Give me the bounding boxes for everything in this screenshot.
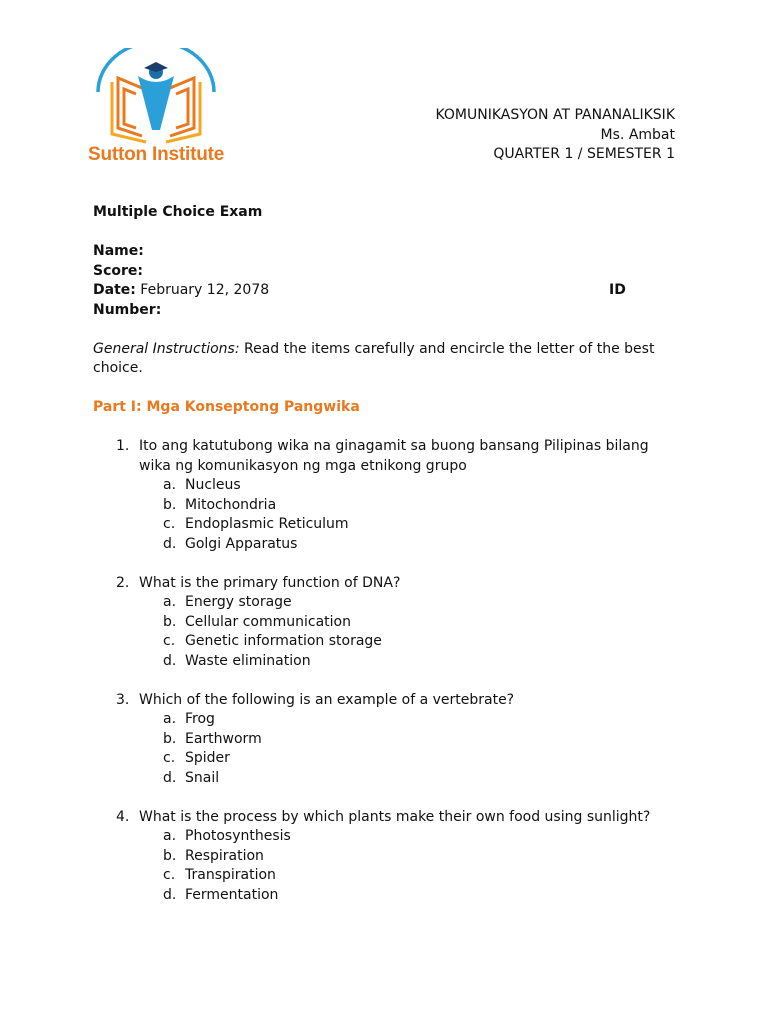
question-text: Which of the following is an example of a vertebrate? [139,691,515,708]
choice-text: Cellular communication [185,613,351,630]
choice-text: Frog [185,711,215,727]
choice-text: Spider [185,750,230,766]
question-text: What is the primary function of DNA? [139,574,401,591]
general-instructions [93,340,683,379]
choice-item[interactable] [139,730,683,750]
part-title: Part I: Mga Konseptong Pangwika [93,399,360,415]
choice-letter: d. [163,652,177,669]
choice-letter: c. [163,867,176,883]
choice-text: Mitochondria [185,496,277,513]
choice-letter: d. [163,535,177,552]
date-value: February 12, 2078 [135,282,270,298]
name-label: Name: [93,243,144,259]
choice-text: Respiration [185,847,264,864]
question-number: 4. [116,808,130,825]
choice-text: Nucleus [185,477,241,493]
name-field [93,242,683,262]
score-label: Score: [93,262,143,279]
choice-letter: b. [163,847,177,864]
choice-letter: a. [163,828,177,844]
choice-letter: c. [163,516,176,532]
instructions-label: General Instructions: [93,340,240,357]
choice-letter: b. [163,496,177,513]
teacher-name: Ms. Ambat [600,126,675,143]
question-item [93,691,683,789]
exam-title: Multiple Choice Exam [93,204,263,220]
question-text: What is the process by which plants make their own food using sunlight? [139,808,651,825]
choice-item[interactable] [139,827,683,847]
choice-item[interactable] [139,476,683,496]
choice-item[interactable] [139,613,683,633]
choice-item[interactable] [139,535,683,555]
choice-text: Snail [185,769,220,786]
number-field [93,301,683,321]
question-number: 3. [116,691,130,708]
question-number: 1. [116,438,130,454]
choice-text: Golgi Apparatus [185,535,298,552]
question-text: Ito ang katutubong wika na ginagamit sa buong bansang Pilipinas bilang wika ng komunikasyon ng mga etnikong grupo [139,438,649,474]
choice-letter: b. [163,730,177,747]
logo-text: Sutton Institute [88,144,225,165]
choice-item[interactable] [139,515,683,535]
id-label: ID [609,282,626,298]
choice-text: Photosynthesis [185,828,291,844]
logo-emblem-icon [90,48,222,144]
choice-text: Endoplasmic Reticulum [185,516,349,532]
choice-text: Energy storage [185,594,292,610]
choice-text: Genetic information storage [185,633,382,649]
choice-item[interactable] [139,632,683,652]
choice-item[interactable] [139,886,683,906]
question-number: 2. [116,574,130,591]
choice-item[interactable] [139,496,683,516]
choice-text: Transpiration [185,867,276,883]
choice-item[interactable] [139,866,683,886]
choice-letter: a. [163,477,177,493]
choice-letter: d. [163,769,177,786]
choice-text: Earthworm [185,730,262,747]
course-header [435,106,675,165]
question-item [93,574,683,672]
choice-item[interactable] [139,749,683,769]
instructions-text: Read the items carefully and encircle the letter of the best choice. [93,340,655,376]
choice-item[interactable] [139,710,683,730]
choice-letter: c. [163,633,176,649]
term-label: QUARTER 1 / SEMESTER 1 [493,146,675,162]
question-item [93,808,683,906]
institute-logo [86,48,246,172]
choice-item[interactable] [139,593,683,613]
choice-letter: d. [163,886,177,903]
question-item [93,437,683,554]
number-label: Number: [93,301,162,318]
choice-item[interactable] [139,847,683,867]
choice-item[interactable] [139,652,683,672]
date-field [93,281,683,301]
choice-item[interactable] [139,769,683,789]
choice-letter: a. [163,594,177,610]
choice-text: Fermentation [185,886,279,903]
exam-content [93,203,683,925]
course-title: KOMUNIKASYON AT PANANALIKSIK [435,107,675,123]
date-label: Date: [93,282,136,298]
choice-text: Waste elimination [185,652,311,669]
score-field [93,262,683,282]
choice-letter: b. [163,613,177,630]
choice-letter: c. [163,750,176,766]
choice-letter: a. [163,711,177,727]
